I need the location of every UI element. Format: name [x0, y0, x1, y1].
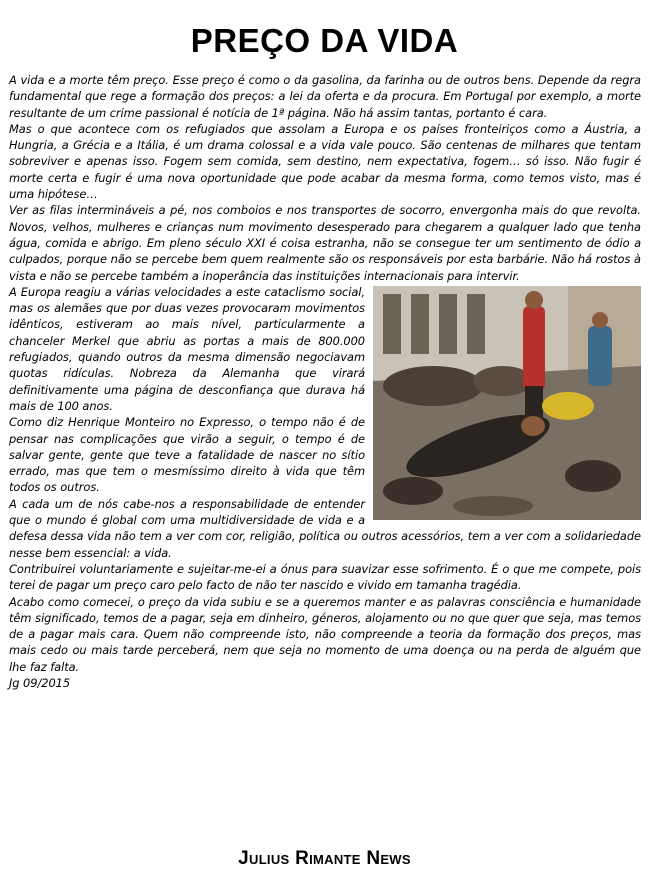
paragraph-3: Ver as filas intermináveis a pé, nos comboios e nos transportes de socorro, envergonha mais do que revolta. Novos, velhos, mulheres e crianças num movimento desesperado para chegarem a qualquer lado que tenha água, comida e abrigo. Em pleno século XXI é coisa estranha, não se consegue ter um sentimento de ódio a culpados, porque não se percebe bem quem realmente são os responsáveis por esta barbárie. Não há rostos à vista e não se percebe também a inoperância das instituições internacionais para intervir.	[9, 203, 641, 283]
photo-head	[521, 416, 545, 436]
photo-window	[439, 294, 457, 354]
article-body	[9, 72, 641, 691]
paragraph-6: A cada um de nós cabe-nos a responsabilidade de entender que o mundo é global com uma multidiversidade de vida e a defesa dessa vida não tem a ver com cor, religião, política ou outros acessórios, tem a ver com a solidariedade nesse bem essencial: a vida.	[9, 496, 641, 560]
refugees-photo	[373, 286, 641, 520]
paragraph-5: Como diz Henrique Monteiro no Expresso, o tempo não é de pensar nas complicações que virão a seguir, o tempo é de salvar gente, gente que teve a fatalidade de nascer no sítio errado, mas que tem o mesmíssimo direito à vida que têm todos os outros.	[9, 415, 365, 495]
paragraph-8: Acabo como comecei, o preço da vida subiu e se a queremos manter e as palavras consciência e humanidade têm significado, temos de a pagar, seja em dinheiro, géneros, alojamento ou no que quer que seja, mas temos de a pagar mais cara. Quem não compreende isto, não compreende a teoria da formação dos preços, mas mais cedo ou mais tarde perceberá, nem que seja no momento de uma doença ou na perda de alguém que lhe faz falta.	[9, 594, 641, 674]
photo-shadow	[453, 496, 533, 516]
photo-bag	[565, 460, 621, 492]
photo-man-red-shirt	[523, 306, 545, 391]
article-title: PREÇO DA VIDA	[190, 22, 459, 59]
photo-crowd-left	[383, 366, 483, 406]
paragraph-4: A Europa reagiu a várias velocidades a este cataclismo social, mas os alemães que por duas vezes provocaram movimentos idênticos, estiveram ao mais nível, particularmente a chanceler Merkel que abriu as portas a mais de 800.000 refugiados, quando outros da mesma dimensão negociavam quotas ridículas. Nobreza da Alemanha que virará definitivamente uma página de desconfiança que durava há mais de 100 anos.	[9, 284, 365, 413]
photo-window	[467, 294, 485, 354]
photo-head	[592, 312, 608, 328]
paragraph-7: Contribuirei voluntariamente e sujeitar-me-ei a ónus para suavizar esse sofrimento. É o que me compete, pois terei de pagar um preço caro pelo facto de não ter nascido e vivido em tamanha tragédia.	[9, 561, 641, 593]
photo-window	[383, 294, 401, 354]
photo-head	[525, 291, 543, 309]
photo-bag	[383, 477, 443, 505]
paragraph-1: A vida e a morte têm preço. Esse preço é como o da gasolina, da farinha ou de outros bens. Depende da regra fundamental que rege a formação dos preços: a lei da oferta e da procura. Em Portugal por exemplo, a morte resultante de um crime passional é notícia de 1ª página. Não há assim tantas, portanto é cara.	[9, 73, 641, 120]
signoff: Jg 09/2015	[9, 675, 71, 690]
paragraph-2: Mas o que acontece com os refugiados que assolam a Europa e os países fronteiriços como a Áustria, a Hungria, a Grécia e a Itália, é um drama colossal e a vida vale pouco. São centenas de milhares que tentam sobreviver e apenas isso. Fogem sem comida, sem destino, nem expectativa, fogem… só isso. Não fugir é morte certa e fugir é uma nova oportunidade que pode acabar da mesma forma, como temos visto, mas é uma hipótese…	[9, 121, 641, 202]
publication-footer: Julius Rimante News	[238, 848, 411, 869]
photo-window	[411, 294, 429, 354]
photo-woman-blue	[588, 326, 612, 386]
refugees-photo-illustration	[373, 286, 641, 520]
photo-yellow-shirt	[542, 392, 594, 420]
